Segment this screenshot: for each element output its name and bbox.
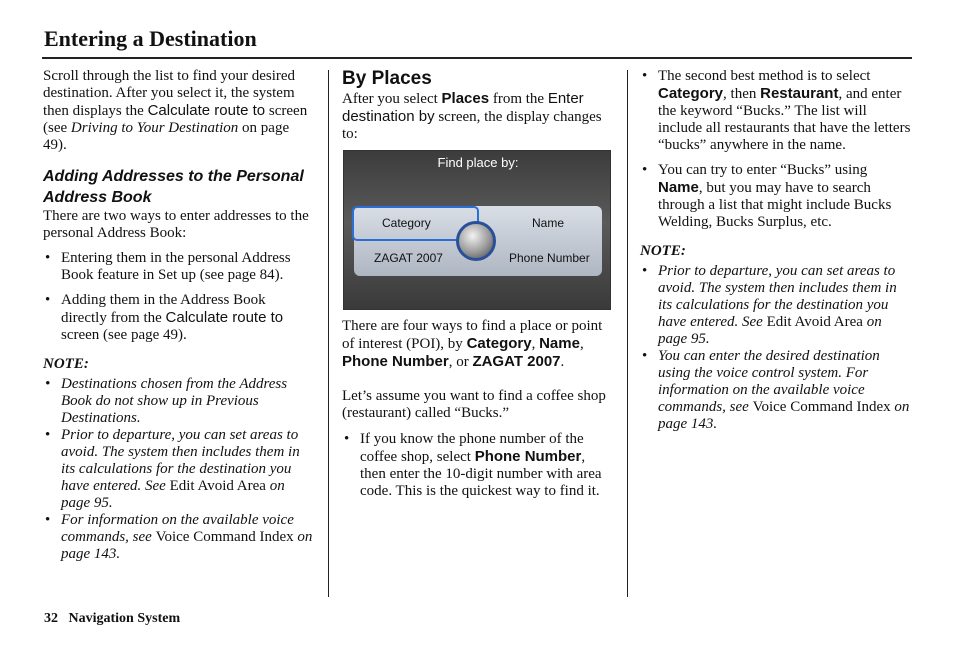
- category-button[interactable]: Category: [382, 216, 431, 230]
- list-item: • If you know the phone number of the coffee shop, select Phone Number, then enter the 10-digit number with area code. This is the quickest way to find it.: [342, 431, 614, 500]
- footer-label: Navigation System: [68, 611, 181, 626]
- subheading: Adding Addresses to the Personal Address Book: [43, 168, 304, 206]
- four-ways-paragraph: There are four ways to find a place or point of interest (POI), by Category, Name, Phone Number, or ZAGAT 2007.: [342, 318, 603, 370]
- page-number: 32: [44, 611, 58, 626]
- list-item: • Adding them in the Address Book directly from the Calculate route to screen (see page 49).: [43, 292, 315, 344]
- note-item: • You can enter the desired destination using the voice control system. For information on the available voice commands, see Voice Command Index on page 143.: [640, 348, 912, 433]
- column-2: [342, 68, 614, 143]
- note-item: • Prior to departure, you can set areas to avoid. The system then includes them in its calculations for the destination you have entered. See Edit Avoid Area on page 95.: [43, 427, 315, 512]
- column-1: [43, 68, 315, 563]
- find-place-screen: [343, 150, 611, 310]
- note-label: NOTE:: [640, 243, 686, 259]
- note-item: • Destinations chosen from the Address Book do not show up in Previous Destinations.: [43, 376, 315, 427]
- note-label: NOTE:: [43, 356, 89, 372]
- page-footer: [44, 611, 180, 627]
- note-item: • For information on the available voice commands, see Voice Command Index on page 143.: [43, 512, 315, 563]
- zagat-button[interactable]: ZAGAT 2007: [374, 251, 443, 265]
- name-button[interactable]: Name: [532, 216, 565, 230]
- note-item: • Prior to departure, you can set areas to avoid. The system then includes them in its calculations for the destination you have entered. See Edit Avoid Area on page 95.: [640, 263, 912, 348]
- list-item: • Entering them in the personal Address Book feature in Set up (see page 84).: [43, 250, 315, 284]
- title-rule: [42, 57, 912, 59]
- section-heading: By Places: [342, 68, 432, 89]
- list-item: • The second best method is to select Category, then Restaurant, and enter the keyword “Bucks.” The list will include all restaurants that have the letters “bucks” anywhere in the name.: [640, 68, 912, 154]
- calculate-route-ref: Calculate route to: [147, 102, 266, 119]
- column-divider: [627, 70, 628, 597]
- column-3: [640, 68, 912, 433]
- column-2-lower: [342, 318, 614, 500]
- by-places-intro: After you select Places from the Enter destination by screen, the display changes to:: [342, 90, 602, 142]
- interface-dial-icon[interactable]: [456, 221, 496, 261]
- screen-title: Find place by:: [437, 155, 519, 170]
- column-divider: [328, 70, 329, 597]
- coffee-shop-paragraph: Let’s assume you want to find a coffee shop (restaurant) called “Bucks.”: [342, 388, 606, 421]
- address-book-paragraph: There are two ways to enter addresses to the personal Address Book:: [43, 208, 309, 241]
- page-title: Entering a Destination: [44, 26, 257, 51]
- phone-number-button[interactable]: Phone Number: [509, 251, 590, 265]
- intro-paragraph: Scroll through the list to find your desired destination. After you select it, the system then displays the Calculate route to screen (see Driving to Your Destination on page 49).: [43, 68, 308, 153]
- list-item: • You can try to enter “Bucks” using Name, but you may have to search through a list that might include Bucks Welding, Bucks Surplus, etc.: [640, 162, 912, 231]
